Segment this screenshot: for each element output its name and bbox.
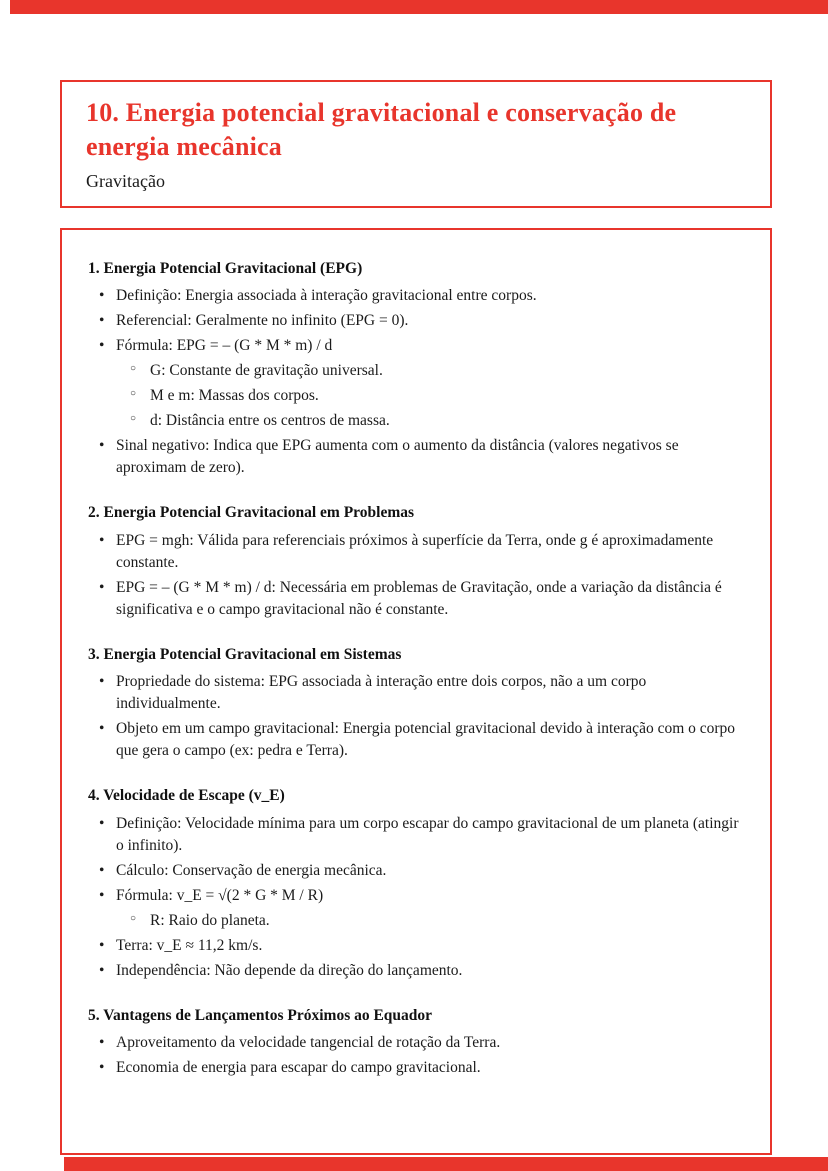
bullet-item: • Aproveitamento da velocidade tangencial de rotação da Terra. [88,1032,744,1054]
bullet-item: • EPG = mgh: Válida para referenciais próximos à superfície da Terra, onde g é aproximadamente constante. [88,530,744,574]
title-card [60,80,772,208]
bullet-item: • Referencial: Geralmente no infinito (EPG = 0). [88,310,744,332]
section-heading: 5. Vantagens de Lançamentos Próximos ao Equador [88,1006,433,1024]
bottom-accent-bar [64,1157,828,1171]
bullet-item: • Economia de energia para escapar do campo gravitacional. [88,1057,744,1079]
section-heading: 1. Energia Potencial Gravitacional (EPG) [88,260,363,277]
page-subtitle: Gravitação [86,170,165,191]
page-title: 10. Energia potencial gravitacional e conservação de energia mecânica [86,98,677,161]
bullet-item: • Sinal negativo: Indica que EPG aumenta com o aumento da distância (valores negativos se aproximam de zero). [88,435,744,479]
bullet-item: • Objeto em um campo gravitacional: Energia potencial gravitacional devido à interação com o corpo que gera o campo (ex: pedra e Terra). [88,718,744,762]
bullet-item: • Terra: v_E ≈ 11,2 km/s. [88,935,744,957]
note-section [88,785,744,981]
bullet-item: • Propriedade do sistema: EPG associada à interação entre dois corpos, não a um corpo individualmente. [88,671,744,715]
bullet-list [88,285,744,479]
bullet-item: • Independência: Não depende da direção do lançamento. [88,960,744,982]
bullet-item: • Fórmula: EPG = – (G * M * m) / d [88,335,744,357]
bullet-item: • Definição: Velocidade mínima para um corpo escapar do campo gravitacional de um planeta (atingir o infinito). [88,813,744,857]
bullet-item: • Fórmula: v_E = √(2 * G * M / R) [88,885,744,907]
note-section [88,502,744,620]
note-section [88,258,744,479]
bullet-list [88,1032,744,1079]
section-heading: 2. Energia Potencial Gravitacional em Problemas [88,504,415,522]
sub-bullet-item: ○ R: Raio do planeta. [88,910,744,932]
sub-bullet-item: ○ M e m: Massas dos corpos. [88,385,744,407]
bullet-item: • Definição: Energia associada à interação gravitacional entre corpos. [88,285,744,307]
bullet-list [88,813,744,982]
section-heading: 3. Energia Potencial Gravitacional em Sistemas [88,645,402,663]
bullet-item: • EPG = – (G * M * m) / d: Necessária em problemas de Gravitação, onde a variação da distância é significativa e o campo gravitacional não é constante. [88,577,744,621]
note-section [88,1005,744,1079]
note-section [88,644,744,762]
sub-bullet-item: ○ d: Distância entre os centros de massa. [88,410,744,432]
top-accent-bar [10,0,828,14]
section-heading: 4. Velocidade de Escape (v_E) [88,787,285,805]
bullet-list [88,671,744,762]
bullet-item: • Cálculo: Conservação de energia mecânica. [88,860,744,882]
sub-bullet-item: ○ G: Constante de gravitação universal. [88,360,744,382]
bullet-list [88,530,744,621]
notes-card [60,228,772,1155]
